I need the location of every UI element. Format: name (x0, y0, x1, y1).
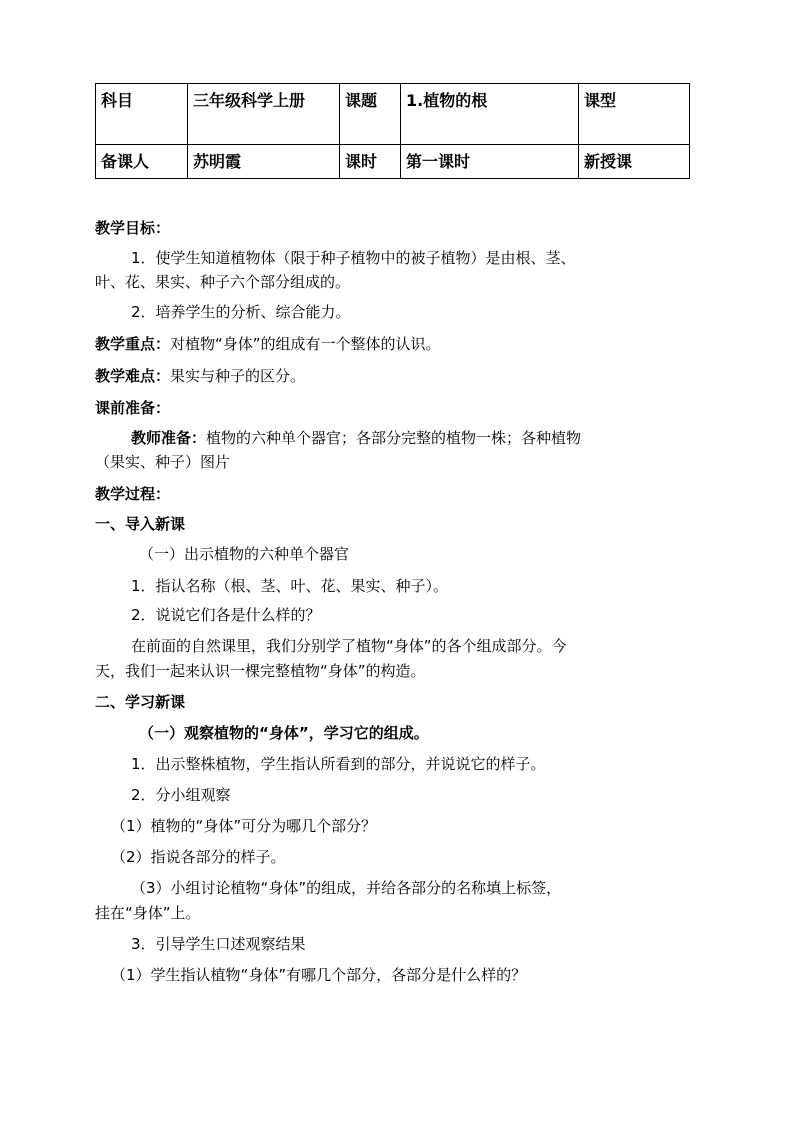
section-2-sub: （一）观察植物的“身体”，学习它的组成。 (139, 724, 429, 742)
goal-1-line-2: 叶、花、果实、种子六个部分组成的。 (95, 273, 351, 291)
subject-value: 三年级科学上册 (188, 84, 340, 145)
subject-label: 科目 (96, 84, 188, 145)
prep-heading: 课前准备： (95, 399, 171, 417)
section-2-item-2: 2．分小组观察 (131, 786, 231, 804)
section-1-para-line-1: 在前面的自然课里，我们分别学了植物“身体”的各个组成部分。今 (131, 637, 567, 655)
teacher-prep-line-2: （果实、种子）图片 (95, 453, 231, 471)
teacher-prep-label: 教师准备： (131, 429, 207, 447)
difficulty (95, 366, 695, 386)
section-2-item-3: 3．引导学生口述观察结果 (131, 935, 306, 953)
key-point-text: 对植物“身体”的组成有一个整体的认识。 (170, 335, 441, 353)
difficulty-label: 教学难点： (95, 367, 171, 385)
section-2-item-1: 1．出示整株植物，学生指认所看到的部分，并说说它的样子。 (131, 755, 546, 773)
section-2-heading: 二、学习新课 (95, 693, 186, 711)
period-value: 第一课时 (401, 145, 579, 179)
goal-1-line-1: 1．使学生知道植物体（限于种子植物中的被子植物）是由根、茎、 (131, 249, 576, 267)
lesson-info-table (95, 83, 690, 179)
lesson-type-value: 新授课 (579, 145, 690, 179)
section-1-para-line-2: 天，我们一起来认识一棵完整植物“身体”的构造。 (95, 662, 426, 680)
difficulty-text: 果实与种子的区分。 (170, 367, 306, 385)
preparer-value: 苏明霞 (188, 145, 340, 179)
section-2-question-1: （1）植物的“身体”可分为哪几个部分？ (111, 817, 377, 835)
process-heading: 教学过程： (95, 485, 171, 503)
table-row (96, 145, 690, 179)
teacher-prep-text: 植物的六种单个器官；各部分完整的植物一株；各种植物 (206, 429, 582, 447)
lesson-type-label: 课型 (579, 84, 690, 145)
section-2-question-3-line-2: 挂在“身体”上。 (95, 904, 201, 922)
key-point (95, 334, 695, 354)
table-row (96, 84, 690, 145)
key-point-label: 教学重点： (95, 335, 171, 353)
goal-heading: 教学目标： (95, 219, 171, 237)
section-1-heading: 一、导入新课 (95, 515, 186, 533)
section-1-item-1: 1．指认名称（根、茎、叶、花、果实、种子）。 (131, 577, 449, 595)
period-label: 课时 (340, 145, 401, 179)
section-1-sub: （一）出示植物的六种单个器官 (139, 545, 350, 563)
section-2-item-3-question-1: （1）学生指认植物“身体”有哪几个部分，各部分是什么样的？ (111, 966, 527, 984)
goal-2: 2．培养学生的分析、综合能力。 (131, 303, 351, 321)
topic-value: 1.植物的根 (401, 84, 579, 145)
teacher-prep (131, 428, 731, 448)
section-2-question-2: （2）指说各部分的样子。 (111, 848, 286, 866)
preparer-label: 备课人 (96, 145, 188, 179)
section-2-question-3-line-1: （3）小组讨论植物“身体”的组成，并给各部分的名称填上标签， (131, 879, 562, 897)
topic-label: 课题 (340, 84, 401, 145)
section-1-item-2: 2．说说它们各是什么样的？ (131, 606, 321, 624)
